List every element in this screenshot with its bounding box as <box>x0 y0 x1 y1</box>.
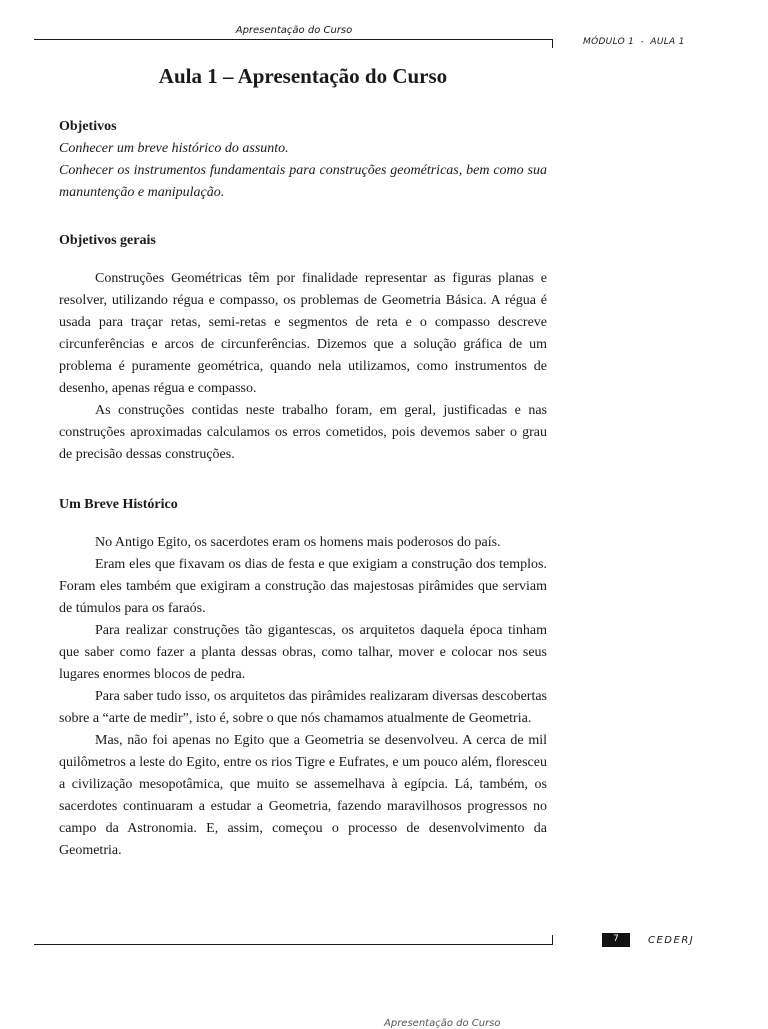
page-title: Aula 1 – Apresentação do Curso <box>158 64 448 88</box>
paragraph: Eram eles que fixavam os dias de festa e que exigiam a construção dos templos. Foram eles também que exigiram a construção das majestosas pirâmides que serviam de túmulos para os faraós. <box>59 557 547 616</box>
next-page-running-head: Apresentação do Curso <box>384 1018 501 1029</box>
historico-heading: Um Breve Histórico <box>59 497 178 512</box>
objetivos-heading: Objetivos <box>59 119 117 134</box>
paragraph: Mas, não foi apenas no Egito que a Geometria se desenvolveu. A cerca de mil quilômetros a leste do Egito, entre os rios Tigre e Eufrates, e um pouco além, floresceu a civilização mesopotâmica, que muito se assemelhava à egípcia. Lá, também, os sacerdotes continuaram a estudar a Geometria, fazendo maravilhosos progressos no campo da Astronomia. E, assim, começou o processo de desenvolvimento da Geometria. <box>59 733 547 858</box>
paragraph: Para realizar construções tão gigantescas, os arquitetos daquela época tinham que saber como fazer a planta dessas obras, como talhar, mover e colocar nos seus lugares enormes blocos de pedra. <box>59 623 547 682</box>
objetivo-line: Conhecer os instrumentos fundamentais para construções geométricas, bem como sua manuntenção e manipulação. <box>59 163 547 200</box>
footer-rule <box>34 944 553 945</box>
paragraph: Para saber tudo isso, os arquitetos das pirâmides realizaram diversas descobertas sobre a “arte de medir”, isto é, sobre o que nós chamamos atualmente de Geometria. <box>59 689 547 726</box>
paragraph: Construções Geométricas têm por finalidade representar as figuras planas e resolver, utilizando régua e compasso, os problemas de Geometria Básica. A régua é usada para traçar retas, semi-retas e segmentos de reta e o compasso descreve circunferências e arcos de circunferências. Dizemos que a solução gráfica de um problema é puramente geométrica, quando nela utilizamos, como instrumentos de desenho, apenas régua e compasso. <box>59 271 547 396</box>
header-rule-tick <box>552 39 553 48</box>
header-rule <box>34 39 553 40</box>
paragraph: As construções contidas neste trabalho foram, em geral, justificadas e nas construções aproximadas calculamos os erros cometidos, pois devemos saber o grau de precisão dessas construções. <box>59 403 547 462</box>
footer-label: CEDERJ <box>648 935 695 946</box>
module-label: MÓDULO 1 - AULA 1 <box>583 37 685 47</box>
objetivo-line: Conhecer um breve histórico do assunto. <box>59 141 289 156</box>
running-head: Apresentação do Curso <box>235 25 353 36</box>
paragraph: No Antigo Egito, os sacerdotes eram os homens mais poderosos do país. <box>95 535 501 550</box>
objetivos-gerais-heading: Objetivos gerais <box>59 233 156 248</box>
page-content <box>59 62 547 862</box>
page-number: 7 <box>602 933 630 947</box>
footer-rule-tick <box>552 935 553 944</box>
